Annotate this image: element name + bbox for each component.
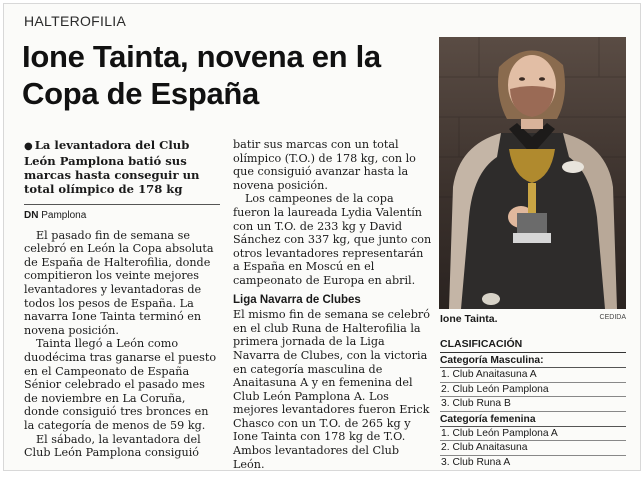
paragraph: El mismo fin de semana se celebró en el club Runa de Halterofilia la primera jornada de la Liga Navarra de Clubes, con la victoria en categoría masculina de Anaitasuna A y en femenina del Club León Pamplona A. Los mejores levantadores fueron Erick Chasco con un T.O. de 265 kg y Ione Tainta con 178 kg de T.O. Ambos levantadores del Club León. xyxy=(233,308,431,471)
newspaper-page xyxy=(3,3,641,471)
paragraph: Los campeones de la copa fueron la laureada Lydia Valentín con un T.O. de 233 kg y David Sánchez con 337 kg, que junto con otros levantadores representarán a España en Moscú en el campeonato de Europa en abril. xyxy=(233,192,432,287)
standings-row: 2. Club Anaitasuna xyxy=(440,441,626,456)
standings-row: 1. Club León Pamplona A xyxy=(440,427,626,442)
byline-source: DN xyxy=(24,210,39,221)
bullet-icon: ● xyxy=(24,141,33,152)
subhead: Liga Navarra de Clubes xyxy=(233,293,361,306)
standings-row: 1. Club Anaitasuna A xyxy=(440,368,626,383)
standings-title: CLASIFICACIÓN xyxy=(440,338,626,353)
category-heading: Categoría Masculina: xyxy=(440,353,626,368)
divider xyxy=(24,204,220,205)
athlete-illustration xyxy=(439,37,626,309)
section-label: HALTEROFILIA xyxy=(24,13,127,29)
category-heading: Categoría femenina xyxy=(440,412,626,427)
paragraph: El sábado, la levantadora del Club León Pamplona consiguió xyxy=(24,432,201,460)
deck xyxy=(24,138,220,196)
headline: Ione Tainta, novena en la Copa de España xyxy=(22,39,381,111)
standings-table xyxy=(440,338,626,471)
paragraph: Tainta llegó a León como duodécima tras ganarse el puesto en el Campeonato de España Sénior celebrado el pasado mes de noviembre en La Coruña, donde consiguió tres bronces en la categoría de menos de 59 kg. xyxy=(24,337,217,432)
byline-place: Pamplona xyxy=(41,210,87,221)
standings-row: 2. Club León Pamplona xyxy=(440,383,626,398)
standings-row: 3. Club Runa A xyxy=(440,456,626,471)
paragraph: batir sus marcas con un total olímpico (T.O.) de 178 kg, con lo que consiguió avanzar hasta la novena posición. xyxy=(233,138,416,192)
byline xyxy=(24,209,220,223)
photo-caption xyxy=(440,313,626,325)
paragraph: El pasado fin de semana se celebró en León la Copa absoluta de España de Halterofilia, donde compitieron los veinte mejores levantadores y levantadoras de todos los pesos de España. La navarra Ione Tainta terminó en novena posición. xyxy=(24,228,214,337)
photo-credit: CEDIDA xyxy=(599,314,626,321)
article-column-1 xyxy=(24,138,220,460)
standings-row: 3. Club Runa B xyxy=(440,397,626,412)
athlete-photo xyxy=(439,37,626,309)
caption-text: Ione Tainta. xyxy=(440,313,498,325)
deck-text: La levantadora del Club León Pamplona batió sus marcas hasta conseguir un total olímpico de 178 kg xyxy=(24,138,200,196)
article-column-2 xyxy=(233,138,433,471)
